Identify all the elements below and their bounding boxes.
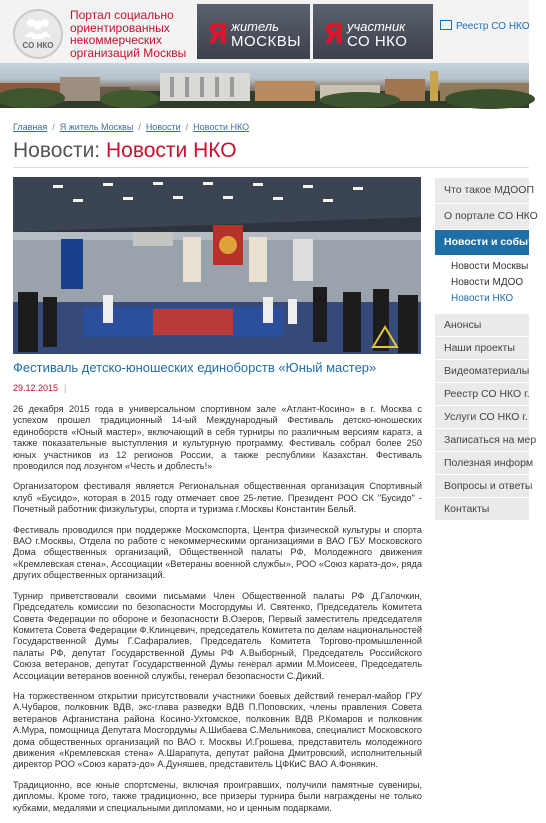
site-logo[interactable] — [13, 9, 63, 59]
article-date-value: 29.12.2015 — [13, 383, 59, 393]
article-photo[interactable] — [13, 177, 421, 354]
logo-text: СО НКО — [22, 41, 54, 50]
sidebar — [435, 177, 546, 520]
article-paragraph: На торжественном открытии присутствовали участники боевых действий генерал-майор ГРУ А.Чубаров, полковник ВДВ, экс-глава разведки ВДВ П.Поповских, члены правления Совета ветеранов Афганистана района Косино-Ухтомское, полковник ВДВ Р.Комаров и полковник А.Мура, помощница Депутата Мосгордумы А.Шибаева С.Мельникова, специалист Московского дома общественных организаций по ВАО г. Москвы И.Грошева, представитель молодежного движения «Кремлевская стена» А.Шарапута, депутат района Дмитровский, исполнительный директор РОО «Союз каратэ-до» А.Дуняшев, представитель ЦФКиС ВАО А.Фонякин. — [13, 690, 422, 770]
page-title-suffix: Новости НКО — [105, 139, 237, 162]
sidebar-item-projects[interactable]: Наши проекты — [435, 336, 529, 359]
tile-line2: СО НКО — [347, 33, 408, 50]
sidebar-item-anonsy[interactable]: Анонсы — [435, 313, 529, 336]
reestr-link[interactable] — [440, 20, 529, 32]
city-skyline-image — [0, 63, 529, 108]
article-paragraph: 26 декабря 2015 года в универсальном спортивном зале «Атлант-Косино» в г. Москва с успехом прошел традиционный 14-ый Международный Фестиваль детско-юношеских единоборств «Юный мастер», включающий в себя турниры по различным версиям каратэ, а также показательные выступления и культурную программу. Фестиваль собрал более 250 юных участников из 12 регионов России, а также республики Казахстан. Фестиваль проводился под лозунгом «Честь и доблесть!» — [13, 404, 422, 472]
sidebar-item-video[interactable]: Видеоматериалы — [435, 359, 529, 382]
sidebar-subitem-news-mdoo[interactable]: Новости МДОО — [435, 275, 529, 291]
article-paragraph: Фестиваль проводился при поддержке Москомспорта, Центра физической культуры и спорта ВАО г.Москвы, Отдела по работе с некоммерческими организациями в ВАО ГБУ Московского Дома общественных организаций, Общественной палаты РФ, Молодежного движения «Кремлевская стена», Ассоциации «Ветераны военной службы», РОО «Союз каратэ-до», ряда других общественных организаций. — [13, 524, 422, 581]
breadcrumb-zhitel[interactable]: Я житель Москвы — [59, 122, 134, 132]
sidebar-item-news-events[interactable]: Новости и события — [435, 229, 529, 255]
breadcrumb-news-nko[interactable]: Новости НКО — [193, 122, 250, 132]
sidebar-item-reestr[interactable]: Реестр СО НКО г. — [435, 382, 529, 405]
sidebar-item-faq[interactable]: Вопросы и ответы — [435, 474, 529, 497]
site-header — [0, 0, 529, 64]
sidebar-item-chto-takoe[interactable]: Что такое МДООП — [435, 177, 529, 203]
sports-hall-image — [13, 177, 421, 354]
sidebar-subitem-news-moscow[interactable]: Новости Москвы — [435, 259, 529, 275]
sidebar-item-o-portale[interactable]: О портале СО НКО — [435, 203, 529, 229]
tile-line1: участник — [347, 19, 406, 34]
page-title-prefix: Новости: — [13, 139, 101, 162]
tile-uchastnik-so-nko[interactable] — [313, 4, 433, 59]
tile-zhitel-moskvy[interactable] — [197, 4, 310, 59]
article-paragraph: Организатором фестиваля является Региональная общественная организация Спортивный клуб «Бусидо», которая в 2015 году отмечает свое 25-летие. Президент РОО СК "Бусидо" - Почетный работник физкультуры, спорта и туризма г.Москвы Константин Бельй. — [13, 481, 422, 515]
tile-line1: житель — [231, 19, 279, 34]
tile-ya-letter: Я — [207, 17, 229, 50]
sidebar-item-signup[interactable]: Записаться на мер — [435, 428, 529, 451]
portal-title[interactable]: Портал социально ориентированных некоммерческих организаций Москвы — [70, 8, 187, 60]
article-paragraph: Традиционно, все юные спортсмены, включая проигравших, получили памятные сувениры, дипломы. Кроме того, также традиционно, все призеры турнира были награждены не только кубками, медалями и специальными дипломами, но и ценным подарками. — [13, 779, 422, 813]
city-banner — [0, 63, 529, 108]
breadcrumb: Главная / Я житель Москвы / Новости / Новости НКО — [13, 122, 250, 132]
registry-icon — [440, 20, 452, 30]
reestr-link-label: Реестр СО НКО — [456, 21, 530, 32]
tile-line2: МОСКВЫ — [231, 33, 302, 50]
sidebar-item-services[interactable]: Услуги СО НКО г. — [435, 405, 529, 428]
page-title — [13, 139, 237, 163]
article-date — [13, 383, 66, 393]
article-paragraph: Турнир приветствовали своими письмами Член Общественной палаты РФ Д.Галочкин, Председатель комиссии по безопасности Мосгордумы И. Святенко, Председатель Комитета Совета Федерации по обороне и безопасности В.Озеров, Первый заместитель председателя Комитета Совета Федерации Ф.Клинцевич, председатель Комитета по делам национальностей Государственной Думы Г.Сафаралиев, Председатель Комитета Торгово-промышленной палаты РФ, депутат Государственной Думы РФ А.Выборный, Председатель Российского Союза ветеранов, депутат Государственной Думы генерал армии М.Моисеев, Председатель Ассоциации ветеранов военной службы, генерал безопасности С.Дикий. — [13, 590, 422, 681]
article-title[interactable]: Фестиваль детско-юношеских единоборств «Юный мастер» — [13, 360, 377, 375]
sidebar-item-contacts[interactable]: Контакты — [435, 497, 529, 520]
tile-ya-letter: Я — [323, 17, 345, 50]
date-separator: | — [64, 383, 67, 393]
sidebar-item-useful-info[interactable]: Полезная информ — [435, 451, 529, 474]
people-icon — [23, 17, 53, 39]
title-divider — [13, 167, 529, 168]
article-body — [13, 404, 422, 823]
breadcrumb-news[interactable]: Новости — [145, 122, 181, 132]
sidebar-subitem-news-nko[interactable]: Новости НКО — [435, 291, 529, 307]
breadcrumb-home[interactable]: Главная — [13, 122, 48, 132]
